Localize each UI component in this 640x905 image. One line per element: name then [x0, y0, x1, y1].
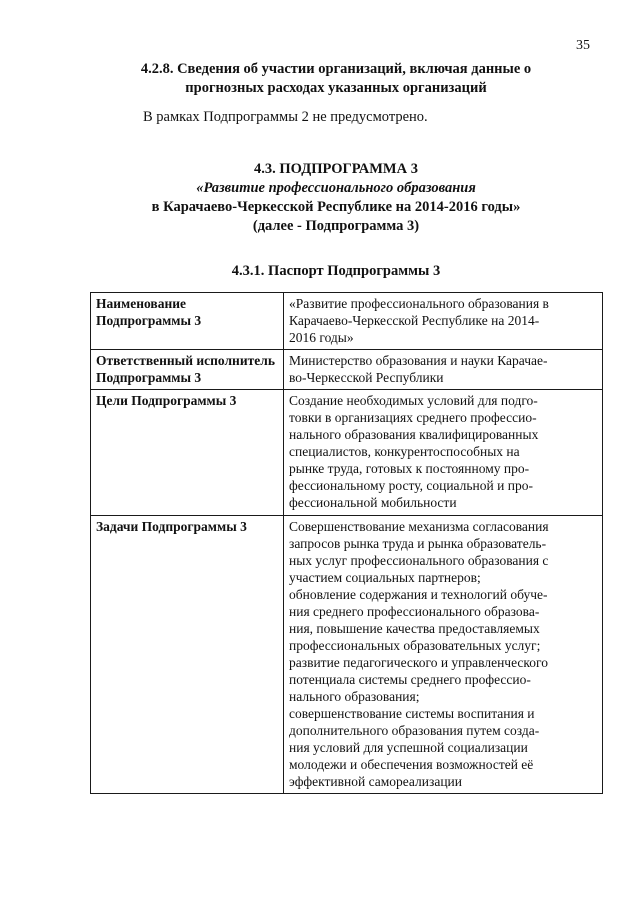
passport-value-line: фессиональному росту, социальной и про-	[289, 478, 533, 493]
section-4-3-1-title: 4.3.1. Паспорт Подпрограммы 3	[231, 263, 441, 279]
section-4-3-heading-line-2: «Развитие профессионального образования	[196, 180, 476, 196]
section-4-2-8-title-line-2: прогнозных расходах указанных организаций	[185, 80, 487, 96]
passport-value-line: нального образования квалифицированных	[289, 427, 539, 442]
passport-value-line: «Развитие профессионального образования в	[289, 296, 549, 311]
passport-value-line: развитие педагогического и управленческого	[289, 655, 548, 670]
passport-value-line: обновление содержания и технологий обуче-	[289, 587, 548, 602]
passport-value-line: молодежи и обеспечения возможностей её	[289, 757, 534, 772]
passport-value-line: Карачаево-Черкесской Республике на 2014-	[289, 313, 540, 328]
passport-value-line: специалистов, конкурентоспособных на	[289, 444, 520, 459]
passport-cell-value	[284, 390, 603, 516]
passport-value-line: Создание необходимых условий для подго-	[289, 393, 538, 408]
passport-value-line: рынке труда, готовых к постоянному про-	[289, 461, 530, 476]
passport-row-name	[91, 293, 603, 350]
section-4-2-8-title	[96, 60, 576, 98]
section-4-3-heading-line-3: в Карачаево-Черкесской Республике на 2014-2016 годы»	[151, 199, 521, 215]
section-4-3-heading-line-1: 4.3. ПОДПРОГРАММА 3	[254, 161, 418, 177]
passport-value-line: нального образования;	[289, 689, 420, 704]
passport-cell-label: Ответственный исполнитель Подпрограммы 3	[91, 350, 284, 390]
passport-value-line: Совершенствование механизма согласования	[289, 519, 549, 534]
passport-cell-label: Задачи Подпрограммы 3	[91, 516, 284, 794]
passport-value-line: потенциала системы среднего профессио-	[289, 672, 531, 687]
passport-value-line: ния условий для успешной социализации	[289, 740, 528, 755]
passport-cell-value	[284, 293, 603, 350]
passport-cell-value	[284, 350, 603, 390]
passport-value-line: Министерство образования и науки Карачае-	[289, 353, 548, 368]
passport-cell-value	[284, 516, 603, 794]
passport-value-line: фессиональной мобильности	[289, 495, 457, 510]
passport-cell-label: Цели Подпрограммы 3	[91, 390, 284, 516]
passport-value-line: ния, повышение качества предоставляемых	[289, 621, 540, 636]
passport-table-body	[91, 293, 603, 794]
passport-value-line: профессиональных образовательных услуг;	[289, 638, 541, 653]
passport-value-line: ных услуг профессионального образования с	[289, 553, 549, 568]
passport-row-goals	[91, 390, 603, 516]
section-4-2-8-body: В рамках Подпрограммы 2 не предусмотрено.	[143, 109, 428, 125]
section-4-3-heading	[96, 160, 576, 236]
passport-value-line: запросов рынка труда и рынка образователь-	[289, 536, 547, 551]
passport-value-line: дополнительного образования путем созда-	[289, 723, 540, 738]
section-4-2-8-title-line-1: 4.2.8. Сведения об участии организаций, включая данные о	[140, 61, 532, 77]
passport-row-tasks	[91, 516, 603, 794]
passport-row-executor	[91, 350, 603, 390]
section-4-3-heading-line-4: (далее - Подпрограмма 3)	[252, 218, 420, 234]
passport-value-line: ния среднего профессионального образова-	[289, 604, 540, 619]
passport-value-line: эффективной самореализации	[289, 774, 462, 789]
passport-value-line: товки в организациях среднего профессио-	[289, 410, 537, 425]
passport-cell-label: Наименование Подпрограммы 3	[91, 293, 284, 350]
passport-value-line: совершенствование системы воспитания и	[289, 706, 535, 721]
page-number: 35	[576, 38, 590, 53]
passport-value-line: 2016 годы»	[289, 330, 354, 345]
passport-value-line: участием социальных партнеров;	[289, 570, 481, 585]
passport-value-line: во-Черкесской Республики	[289, 370, 444, 385]
passport-table	[90, 292, 603, 794]
